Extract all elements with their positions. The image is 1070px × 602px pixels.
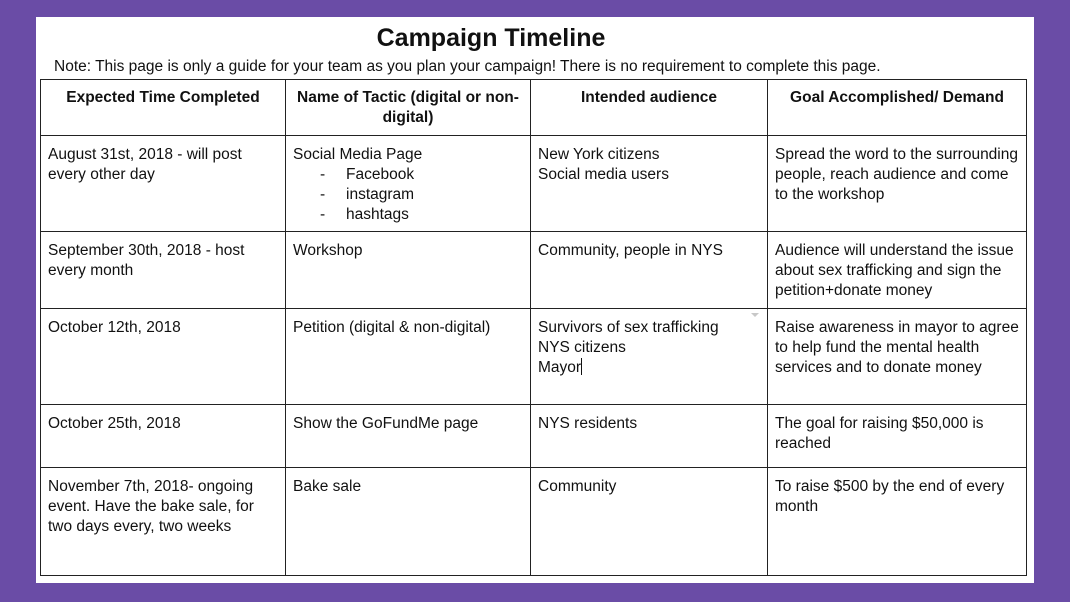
cell-time[interactable]: September 30th, 2018 - host every month [41, 232, 286, 309]
table-header-row [41, 80, 1027, 136]
page-note: Note: This page is only a guide for your team as you plan your campaign! There is no requirement to complete this page. [54, 58, 881, 75]
cell-goal[interactable]: Raise awareness in mayor to agree to help fund the mental health services and to donate money [768, 309, 1027, 405]
document-page [36, 17, 1034, 583]
text-cursor [581, 358, 582, 375]
cell-goal[interactable]: The goal for raising $50,000 is reached [768, 405, 1027, 468]
audience-line: Social media users [538, 166, 669, 183]
cell-dropdown-icon[interactable] [751, 313, 759, 317]
table-row [41, 468, 1027, 576]
cell-audience-active[interactable] [531, 309, 768, 405]
cell-audience[interactable] [531, 232, 768, 309]
table-row [41, 136, 1027, 232]
header-tactic[interactable]: Name of Tactic (digital or non-digital) [286, 80, 531, 136]
cell-time[interactable]: October 25th, 2018 [41, 405, 286, 468]
cell-goal[interactable]: Spread the word to the surrounding people, reach audience and come to the workshop [768, 136, 1027, 232]
header-audience[interactable]: Intended audience [531, 80, 768, 136]
tactic-sub-item: - hashtags [320, 206, 409, 223]
bullet-dash: - [320, 186, 326, 203]
bullet-dash: - [320, 166, 326, 183]
audience-line: Community, people in NYS [538, 242, 723, 259]
tactic-sub-item: - instagram [320, 186, 415, 203]
audience-line: Community [538, 478, 617, 495]
table-row [41, 405, 1027, 468]
cell-time[interactable]: August 31st, 2018 - will post every other day [41, 136, 286, 232]
cell-time[interactable]: October 12th, 2018 [41, 309, 286, 405]
cell-audience[interactable] [531, 405, 768, 468]
page-title: Campaign Timeline [376, 24, 606, 52]
cell-tactic[interactable]: Show the GoFundMe page [286, 405, 531, 468]
table-row [41, 232, 1027, 309]
cell-tactic[interactable]: Workshop [286, 232, 531, 309]
cell-goal[interactable]: To raise $500 by the end of every month [768, 468, 1027, 576]
bullet-dash: - [320, 206, 326, 223]
cell-tactic[interactable]: Petition (digital & non-digital) [286, 309, 531, 405]
audience-line: NYS citizens [538, 339, 626, 356]
cell-audience[interactable] [531, 468, 768, 576]
cell-audience[interactable] [531, 136, 768, 232]
cell-tactic[interactable] [286, 136, 531, 232]
table-row [41, 309, 1027, 405]
audience-line: NYS residents [538, 415, 638, 432]
tactic-name: Social Media Page [293, 146, 423, 163]
cell-tactic[interactable]: Bake sale [286, 468, 531, 576]
audience-line: Survivors of sex trafficking [538, 319, 719, 336]
header-expected-time[interactable]: Expected Time Completed [41, 80, 286, 136]
cell-goal[interactable]: Audience will understand the issue about sex trafficking and sign the petition+donate money [768, 232, 1027, 309]
audience-line-with-cursor: Mayor [538, 359, 582, 376]
tactic-sub-item: - Facebook [320, 166, 415, 183]
header-goal[interactable]: Goal Accomplished/ Demand [768, 80, 1027, 136]
cell-time[interactable]: November 7th, 2018- ongoing event. Have the bake sale, for two days every, two weeks [41, 468, 286, 576]
audience-line: New York citizens [538, 146, 660, 163]
campaign-timeline-table [40, 79, 1027, 576]
